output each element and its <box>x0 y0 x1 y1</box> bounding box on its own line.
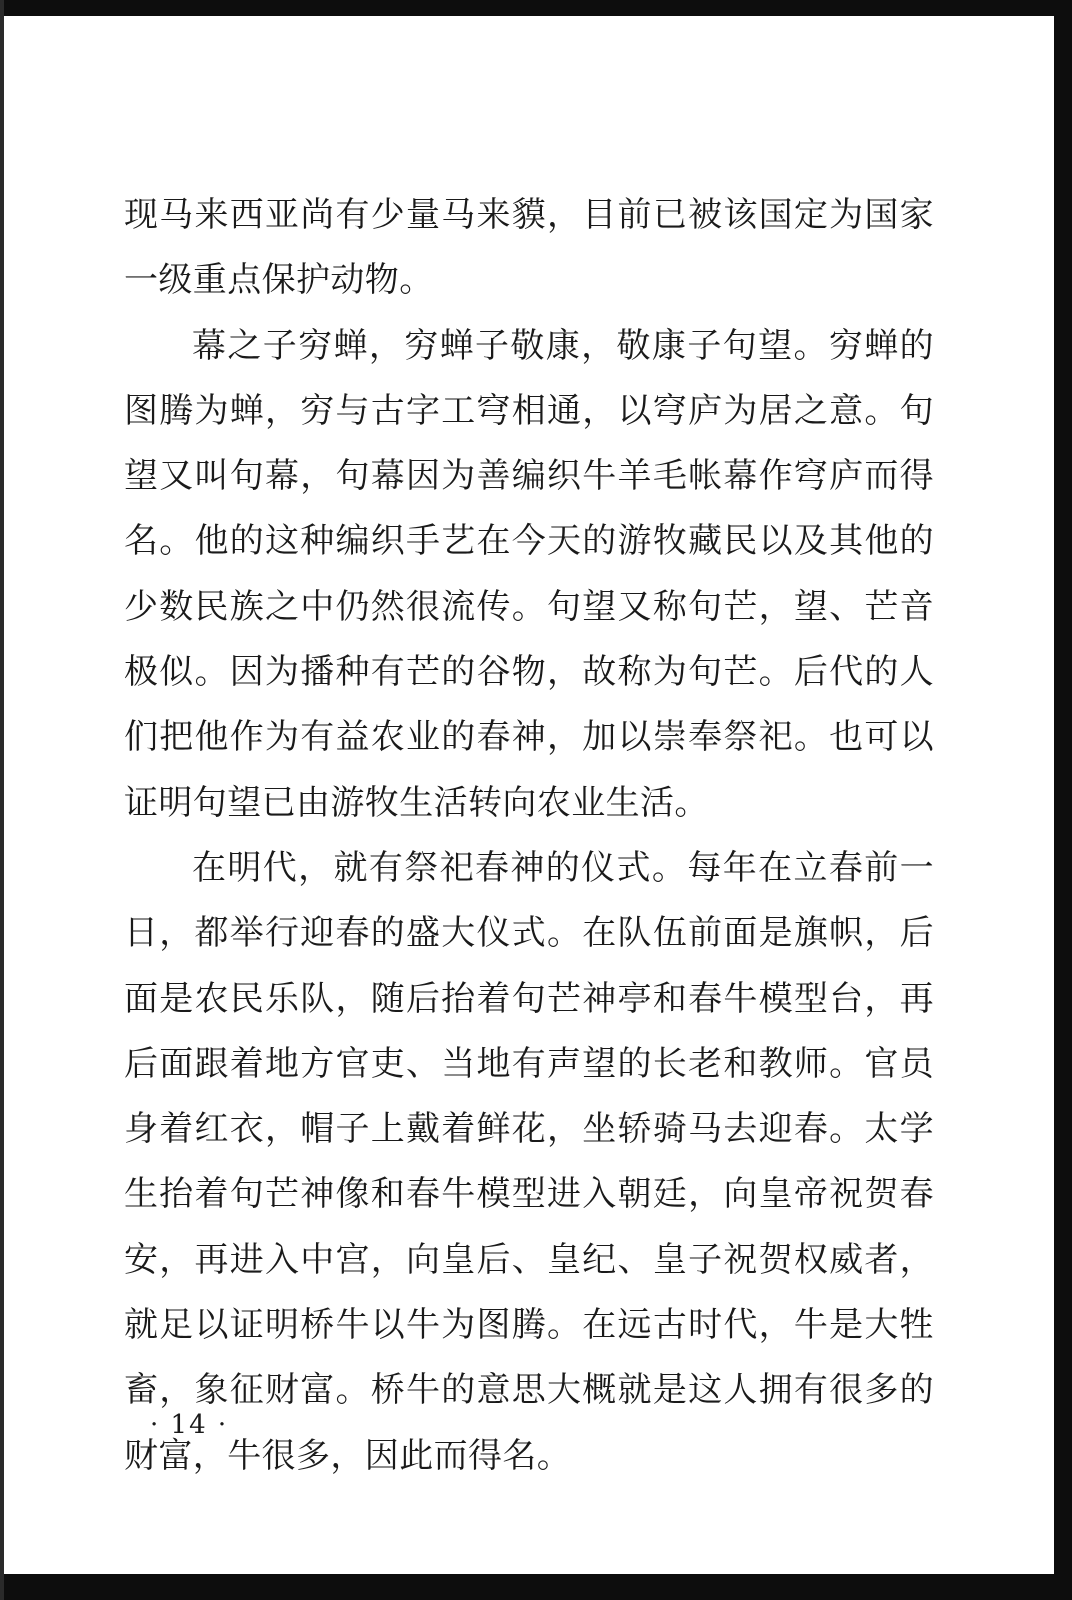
scan-border-bottom <box>0 1574 1072 1600</box>
scan-border-top <box>0 0 1072 16</box>
page-number: · 14 · <box>150 1410 229 1440</box>
paragraph-1: 现马来西亚尚有少量马来貘，目前已被该国定为国家一级重点保护动物。 <box>124 195 934 301</box>
paragraph-2: 幕之子穷蝉，穷蝉子敬康，敬康子句望。穷蝉的图腾为蝉，穷与古字工穹相通，以穹庐为居之意。句望又叫句幕，句幕因为善编织牛羊毛帐幕作穹庐而得名。他的这种编织手艺在今天的游牧藏民以及其他的少数民族之中仍然很流传。句望又称句芒，望、芒音极似。因为播种有芒的谷物，故称为句芒。后代的人们把他作为有益农业的春神，加以崇奉祭祀。也可以证明句望已由游牧生活转向农业生活。 <box>124 325 934 823</box>
paragraph-3: 在明代，就有祭祀春神的仪式。每年在立春前一日，都举行迎春的盛大仪式。在队伍前面是旗帜，后面是农民乐队，随后抬着句芒神亭和春牛模型台，再后面跟着地方官吏、当地有声望的长老和教师。官员身着红衣，帽子上戴着鲜花，坐轿骑马去迎春。太学生抬着句芒神像和春牛模型进入朝廷，向皇帝祝贺春安，再进入中宫，向皇后、皇纪、皇子祝贺权威者，就足以证明桥牛以牛为图腾。在远古时代，牛是大牲畜，象征财富。桥牛的意思大概就是这人拥有很多的财富，牛很多，因此而得名。 <box>124 847 934 1476</box>
scan-border-right <box>1054 0 1072 1600</box>
body-text <box>124 183 934 1489</box>
